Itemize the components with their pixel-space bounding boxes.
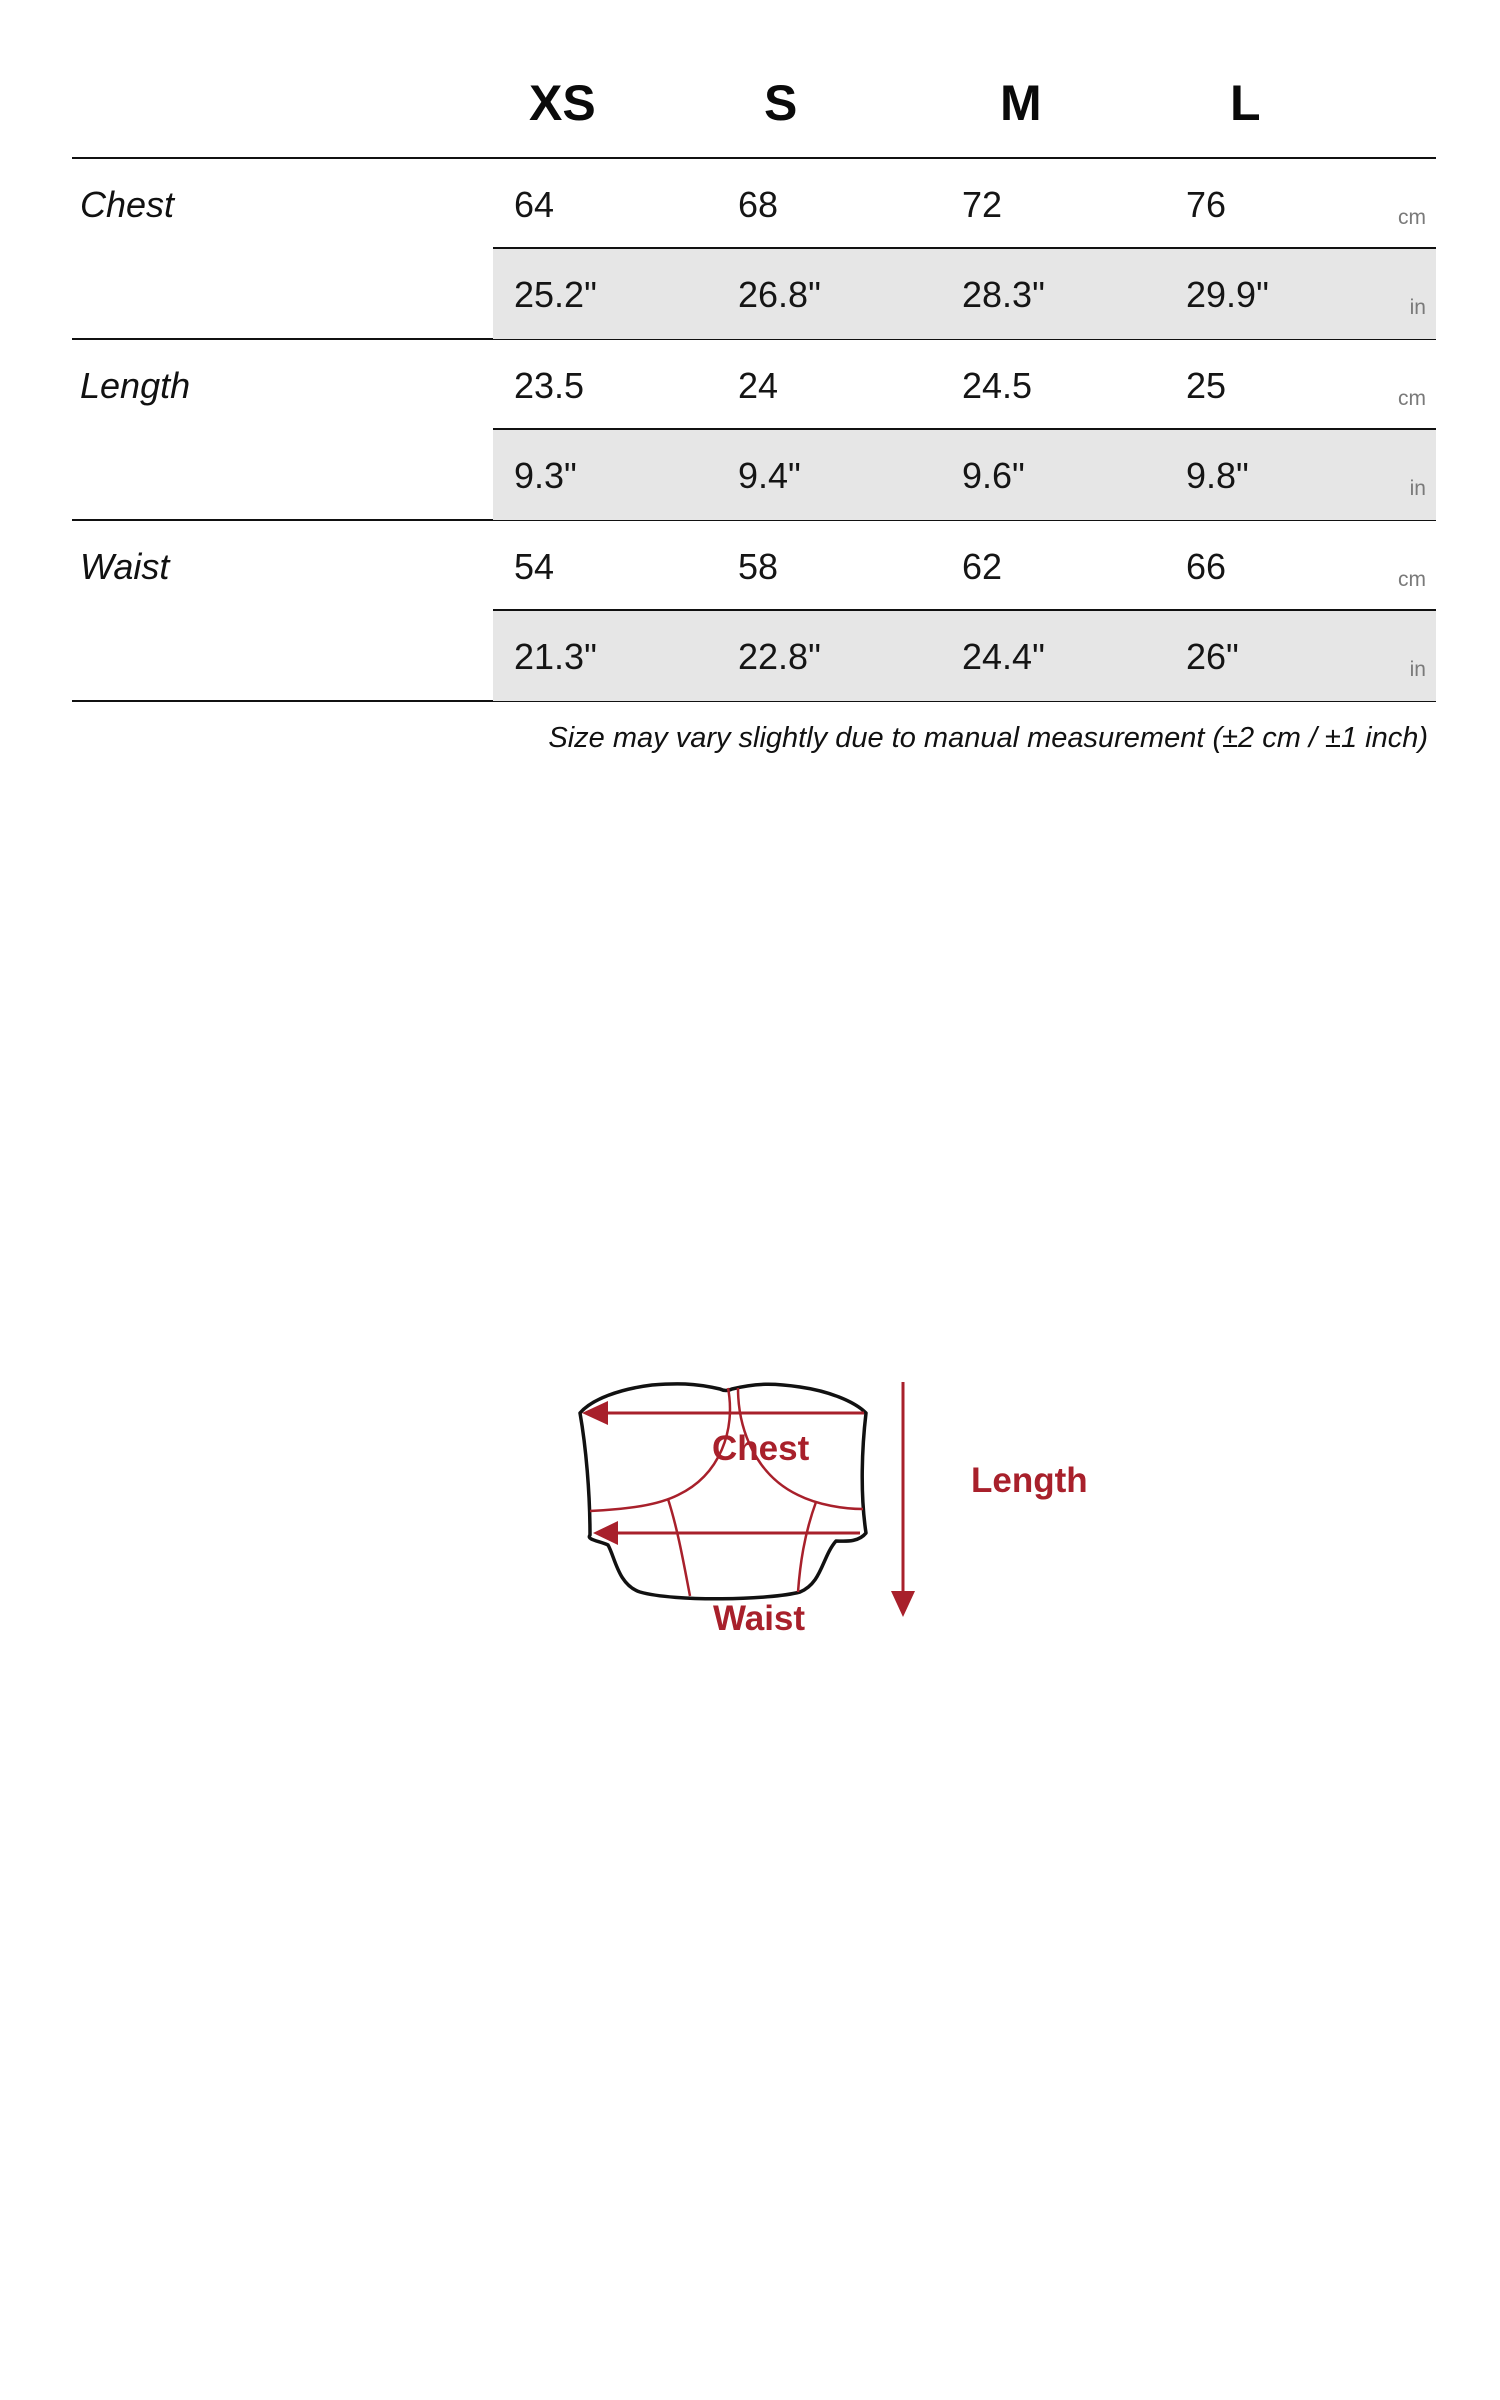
unit-in: in (1409, 658, 1426, 681)
size-header-row (72, 0, 1436, 159)
cm-row (493, 521, 1436, 611)
cm-value: 66 (1186, 546, 1227, 587)
cm-value: 72 (962, 184, 1003, 225)
size-header-l: L (1230, 75, 1261, 131)
garment-illustration (560, 1355, 1120, 1675)
cm-row (493, 340, 1436, 430)
in-value: 21.3" (514, 636, 597, 677)
chest-label: Chest (712, 1429, 810, 1468)
waist-label: Waist (713, 1599, 806, 1638)
measurement-note: Size may vary slightly due to manual measurement (±2 cm / ±1 inch) (548, 722, 1428, 754)
in-value: 9.6" (962, 455, 1025, 496)
in-row (493, 249, 1436, 339)
cm-value: 25 (1186, 365, 1227, 406)
cm-value: 24.5 (962, 365, 1033, 406)
cm-value: 64 (514, 184, 555, 225)
measurement-label: Chest (80, 184, 175, 225)
in-value: 28.3" (962, 274, 1045, 315)
unit-cm: cm (1398, 206, 1426, 229)
size-header-s: S (764, 75, 798, 131)
in-value: 9.3" (514, 455, 577, 496)
in-value: 9.8" (1186, 455, 1249, 496)
in-row (493, 611, 1436, 701)
measurement-group-waist (72, 521, 1436, 702)
cm-value: 58 (738, 546, 779, 587)
size-header-m: M (1000, 75, 1042, 131)
cm-value: 62 (962, 546, 1003, 587)
size-header-xs: XS (529, 75, 596, 131)
cm-value: 76 (1186, 184, 1227, 225)
in-value: 25.2" (514, 274, 597, 315)
cm-value: 24 (738, 365, 779, 406)
in-value: 29.9" (1186, 274, 1269, 315)
garment-outline (580, 1384, 866, 1599)
measurement-group-chest (72, 159, 1436, 340)
cm-row (493, 159, 1436, 249)
in-value: 26" (1186, 636, 1239, 677)
cm-value: 68 (738, 184, 779, 225)
unit-in: in (1409, 296, 1426, 319)
in-value: 22.8" (738, 636, 821, 677)
garment-diagram (560, 1355, 1120, 1675)
unit-cm: cm (1398, 568, 1426, 591)
measurement-label: Waist (80, 546, 170, 587)
in-value: 9.4" (738, 455, 801, 496)
length-label: Length (971, 1461, 1088, 1500)
in-row (493, 430, 1436, 520)
length-arrowhead-icon (891, 1591, 915, 1617)
cm-value: 23.5 (514, 365, 585, 406)
cm-value: 54 (514, 546, 555, 587)
measurement-group-length (72, 340, 1436, 521)
measurement-label: Length (80, 365, 191, 406)
unit-cm: cm (1398, 387, 1426, 410)
in-value: 24.4" (962, 636, 1045, 677)
unit-in: in (1409, 477, 1426, 500)
in-value: 26.8" (738, 274, 821, 315)
